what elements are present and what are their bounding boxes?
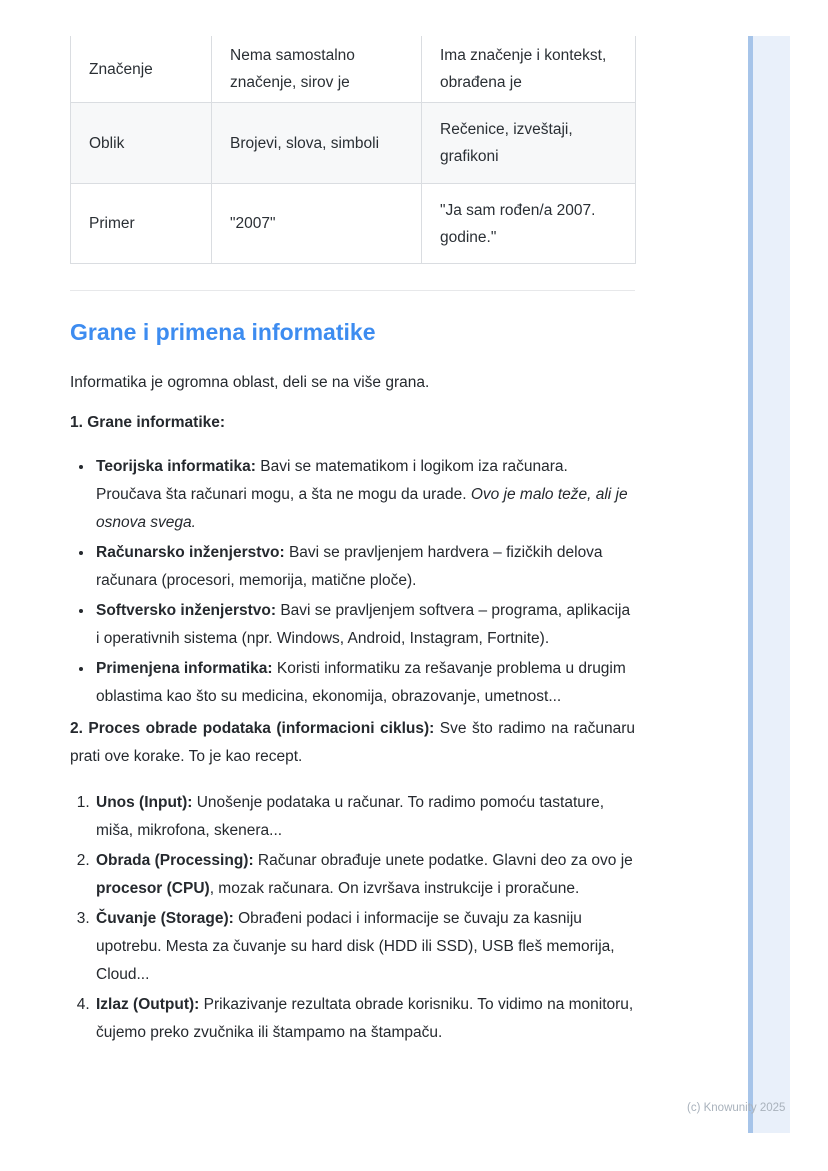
- document-page-content: [70, 36, 635, 1049]
- branch-item: [94, 539, 635, 595]
- table-cell-label: Značenje: [71, 36, 212, 103]
- step-item: [94, 789, 635, 845]
- text: Bavi se pravljenjem softvera – programa, aplikacija i operativnih sistema (npr. Windows, Android, Instagram, Fortnite).: [96, 602, 631, 647]
- table-cell-info: Ima značenje i kontekst, obrađena je: [422, 36, 636, 103]
- table-cell-label: Oblik: [71, 103, 212, 184]
- text: Bavi se matematikom i logikom iza računara. Proučava šta računari mogu, a šta ne mogu da urade.: [96, 458, 568, 503]
- bold-text: 2. Proces obrade podataka (informacioni ciklus):: [70, 720, 435, 737]
- bold-text: Izlaz (Output):: [96, 996, 200, 1013]
- italic-text: Ovo je malo teže, ali je osnova svega.: [96, 486, 628, 531]
- step-item: [94, 991, 635, 1047]
- branch-item: [94, 453, 635, 537]
- bold-text: Unos (Input):: [96, 794, 193, 811]
- process-steps-list: [70, 789, 635, 1047]
- text: Obrađeni podaci i informacije se čuvaju za kasniju upotrebu. Mesta za čuvanje su hard disk (HDD ili SSD), USB fleš memorija, Cloud...: [96, 910, 615, 983]
- text: , mozak računara. On izvršava instrukcije i proračune.: [209, 880, 580, 897]
- table-cell-info: "Ja sam rođen/a 2007. godine.": [422, 184, 636, 264]
- table-cell-data: "2007": [212, 184, 422, 264]
- text: Sve što radimo na računaru prati ove korake. To je kao recept.: [70, 720, 635, 765]
- branches-title: 1. Grane informatike:: [70, 414, 226, 431]
- table-cell-label: Primer: [71, 184, 212, 264]
- table-row: [71, 36, 636, 103]
- intro-paragraph: Informatika je ogromna oblast, deli se na više grana.: [70, 374, 430, 391]
- comparison-table: [70, 36, 636, 264]
- scrollbar-thumb[interactable]: [748, 36, 753, 1133]
- step-item: [94, 847, 635, 903]
- branch-item: [94, 655, 635, 711]
- copyright-watermark: (c) Knowunity 2025: [687, 1102, 786, 1114]
- table-row: [71, 103, 636, 184]
- text: Prikazivanje rezultata obrade korisniku. To vidimo na monitoru, čujemo preko zvučnika ili štampamo na štampaču.: [96, 996, 634, 1041]
- bold-text: Obrada (Processing):: [96, 852, 254, 869]
- table-cell-info: Rečenice, izveštaji, grafikoni: [422, 103, 636, 184]
- section-heading: Grane i primena informatike: [70, 319, 376, 345]
- process-paragraph: [70, 715, 635, 771]
- bold-text: Primenjena informatika:: [96, 660, 273, 677]
- table-cell-data: Nema samostalno značenje, sirov je: [212, 36, 422, 103]
- bold-text: procesor (CPU): [96, 880, 210, 897]
- bold-text: Softversko inženjerstvo:: [96, 602, 277, 619]
- bold-text: Računarsko inženjerstvo:: [96, 544, 285, 561]
- bold-text: Čuvanje (Storage):: [96, 910, 234, 927]
- step-item: [94, 905, 635, 989]
- text: Koristi informatiku za rešavanje problema u drugim oblastima kao što su medicina, ekonomija, obrazovanje, umetnost...: [96, 660, 626, 705]
- table-row: [71, 184, 636, 264]
- text: Unošenje podataka u računar. To radimo pomoću tastature, miša, mikrofona, skenera...: [96, 794, 604, 839]
- section-divider: [70, 290, 635, 291]
- branches-list: [70, 453, 635, 711]
- table-cell-data: Brojevi, slova, simboli: [212, 103, 422, 184]
- text: Bavi se pravljenjem hardvera – fizičkih delova računara (procesori, memorija, matične ploče).: [96, 544, 603, 589]
- scrollbar-track[interactable]: [753, 36, 790, 1133]
- bold-text: Teorijska informatika:: [96, 458, 256, 475]
- text: Računar obrađuje unete podatke. Glavni deo za ovo je: [253, 852, 633, 869]
- branch-item: [94, 597, 635, 653]
